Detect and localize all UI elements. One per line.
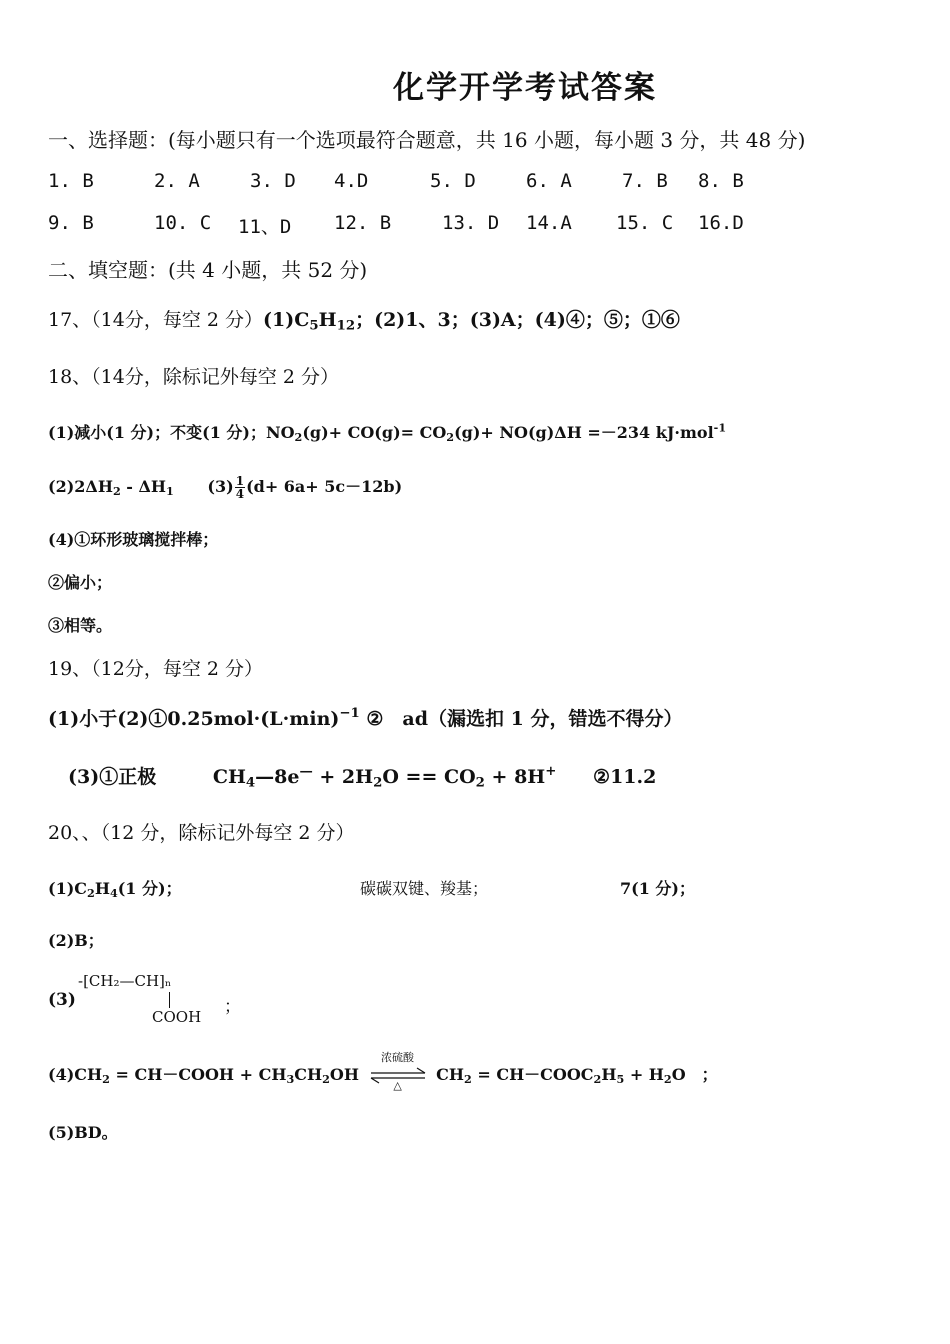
subscript: 3	[286, 1071, 295, 1086]
carboxyl-group: COOH	[152, 1008, 202, 1026]
mc-answer: 12. B	[334, 212, 392, 234]
q19-line1	[48, 704, 682, 731]
q19-formula: + 8H	[484, 766, 546, 788]
q20-text: 7(1 分)；	[620, 879, 695, 898]
q19-head: 19、（12分，每空 2 分）	[48, 658, 264, 680]
mc-answer: 13. D	[442, 212, 500, 234]
q18-text: (g)+ CO(g)= CO	[302, 423, 447, 442]
q19-formula: —8e	[255, 766, 300, 788]
q20-polymer-structure	[48, 968, 288, 1038]
subscript: 2	[663, 1071, 672, 1086]
subscript: 5	[616, 1071, 625, 1086]
q18-text: (3)	[207, 477, 234, 496]
q20-formula: = CH－COOC	[471, 1065, 594, 1084]
q20-text: (1 分)；	[117, 879, 182, 898]
fraction-numerator: 1	[235, 474, 245, 488]
subscript: 2	[112, 483, 121, 498]
q19-text: (3)①正极	[68, 766, 157, 788]
q19-text: ②11.2	[593, 766, 657, 788]
subscript: 2	[87, 885, 95, 900]
subscript: 2	[475, 775, 485, 791]
subscript: 2	[294, 429, 303, 444]
subscript: 1	[166, 483, 174, 498]
mc-answer: 8. B	[698, 170, 744, 192]
q20-line5: (5)BD。	[48, 1123, 118, 1142]
subscript: 2	[593, 1071, 602, 1086]
q17-formula: (1)C	[263, 309, 310, 331]
q18-line2	[48, 474, 402, 500]
fraction	[235, 475, 245, 500]
mc-row-2	[48, 212, 908, 238]
mc-answer: 11、D	[238, 216, 292, 238]
q19-line2	[68, 762, 656, 790]
mc-answer: 7. B	[622, 170, 668, 192]
subscript: 5	[309, 318, 319, 334]
q19-formula: O == CO	[382, 766, 476, 788]
subscript: 4	[245, 775, 256, 791]
mc-row-1	[48, 170, 908, 196]
bond-line	[169, 992, 170, 1008]
q20-part-label: (3)	[48, 990, 76, 1010]
q17-head: 17、（14分，每空 2 分）	[48, 309, 264, 331]
superscript: −1	[339, 706, 360, 722]
superscript: +	[545, 764, 557, 780]
q20-formula: + H	[624, 1065, 664, 1084]
mc-answer: 9. B	[48, 212, 94, 234]
q20-formula: (1)C	[48, 879, 88, 898]
q20-line2: (2)B；	[48, 931, 104, 950]
page-title: 化学开学考试答案	[393, 70, 657, 106]
q20-formula: CH	[436, 1065, 464, 1084]
mc-answer: 10. C	[154, 212, 212, 234]
mc-answer: 5. D	[430, 170, 476, 192]
q20-formula: = CH－COOH + CH	[109, 1065, 287, 1084]
mc-answer: 2. A	[154, 170, 200, 192]
subscript: 2	[322, 1071, 330, 1086]
subscript: 2	[463, 1071, 472, 1086]
q20-line1	[48, 876, 908, 902]
q18-line5: ③相等。	[48, 616, 113, 635]
subscript: 12	[336, 318, 356, 334]
q20-line4	[48, 1050, 718, 1092]
q20-formula: H	[94, 879, 110, 898]
q18-text: (d+ 6a+ 5c－12b)	[246, 477, 403, 496]
q17-answers: ；(2)1、3；(3)A；(4)④；⑤；①⑥	[355, 309, 680, 331]
q17-answer	[48, 305, 680, 333]
subscript: 2	[102, 1071, 110, 1086]
mc-answer: 1. B	[48, 170, 94, 192]
q18-line1	[48, 420, 726, 444]
q19-formula: CH	[212, 766, 246, 788]
subscript: 4	[109, 885, 118, 900]
mc-answer: 3. D	[250, 170, 296, 192]
heat-symbol: △	[393, 1078, 402, 1092]
q18-text: (g)+ NO(g)ΔH =－234 kJ·mol	[454, 423, 714, 442]
section2-heading: 二、填空题：(共 4 小题，共 52 分)	[48, 258, 368, 282]
q18-text: - ΔH	[120, 477, 167, 496]
q20-formula: O ；	[671, 1065, 718, 1084]
q18-text: (2)2ΔH	[48, 477, 113, 496]
q19-text: ② ad（漏选扣 1 分，错选不得分）	[359, 708, 683, 730]
subscript: 2	[373, 775, 383, 791]
superscript: —	[299, 764, 313, 780]
mc-answer: 14.A	[526, 212, 572, 234]
polymer-chain: -[CH₂—CH]ₙ	[78, 972, 172, 990]
q19-text: (1)小于(2)①0.25mol·(L·min)	[48, 708, 340, 730]
subscript: 2	[446, 429, 455, 444]
q20-formula: H	[601, 1065, 617, 1084]
fraction-denominator: 4	[235, 487, 245, 501]
q17-formula: H	[318, 309, 337, 331]
mc-answer: 16.D	[698, 212, 744, 234]
reversible-arrow	[369, 1050, 427, 1092]
mc-answer: 4.D	[334, 170, 369, 192]
q20-formula: CH	[294, 1065, 323, 1084]
punctuation: ；	[224, 997, 241, 1017]
reaction-condition: 浓硫酸	[381, 1050, 415, 1064]
q18-line4: ②偏小；	[48, 573, 113, 592]
q20-formula: OH	[329, 1065, 359, 1084]
q20-head: 20、、（12 分，除标记外每空 2 分）	[48, 822, 355, 844]
q18-line3: (4)①环形玻璃搅拌棒；	[48, 530, 219, 549]
q18-head: 18、（14分，除标记外每空 2 分）	[48, 366, 340, 388]
q19-formula: + 2H	[312, 766, 374, 788]
q20-functional-groups: 碳碳双键、羧基；	[360, 879, 489, 898]
mc-answer: 15. C	[616, 212, 674, 234]
mc-answer: 6. A	[526, 170, 572, 192]
q20-formula: (4)CH	[48, 1065, 103, 1084]
q18-text: (1)减小(1 分)；不变(1 分)；NO	[48, 423, 295, 442]
superscript: -1	[713, 420, 727, 435]
section1-heading: 一、选择题：(每小题只有一个选项最符合题意，共 16 小题，每小题 3 分，共 48 分)	[48, 128, 806, 152]
